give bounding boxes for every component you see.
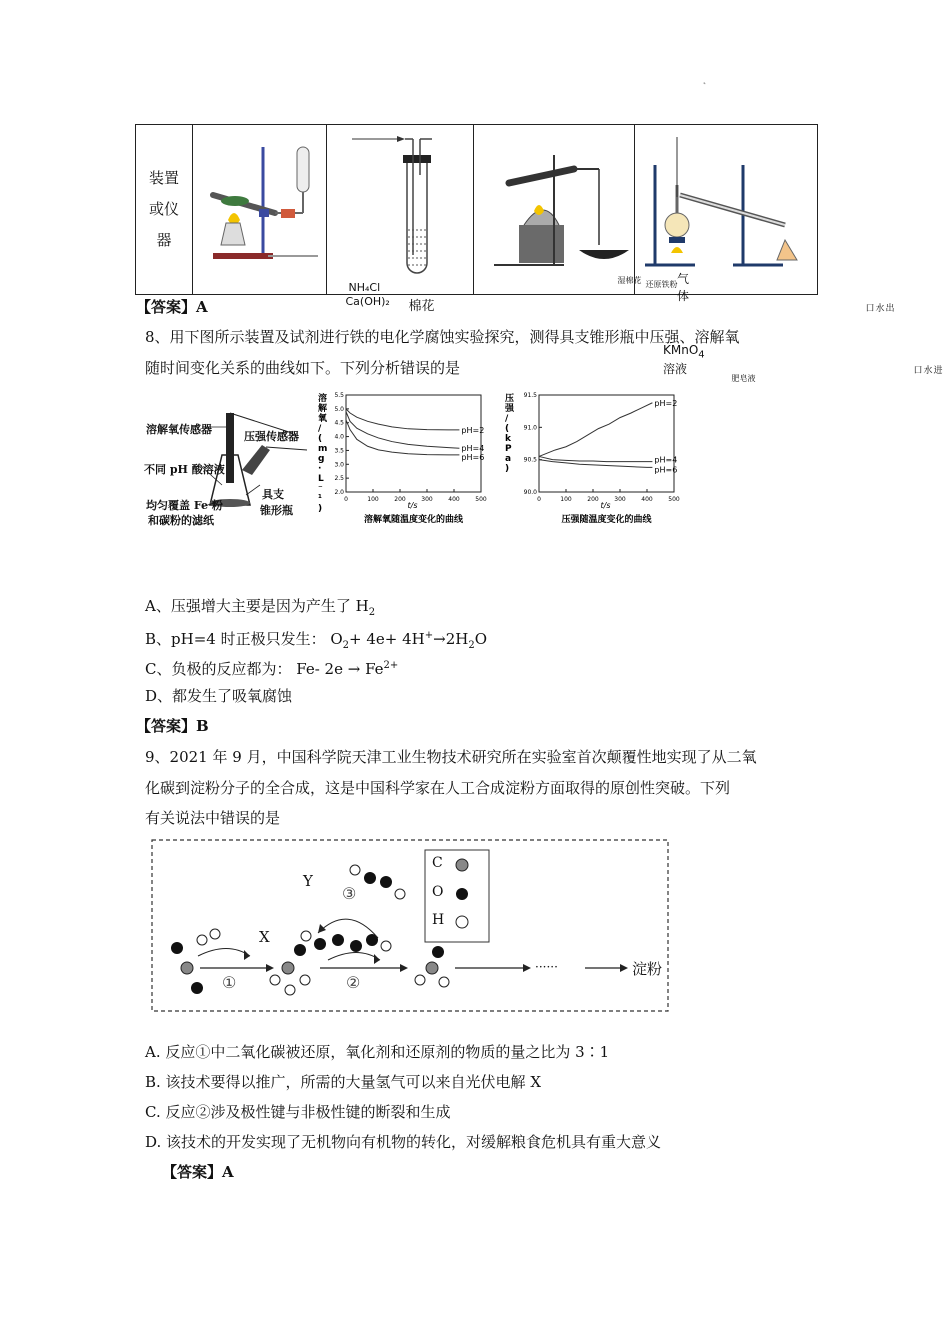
x-tick-label: 400 [448, 496, 460, 503]
answer-7: 【答案】A [136, 298, 208, 316]
x-tick-label: 300 [614, 496, 626, 503]
row-label: 装置 或仪 器 [136, 125, 193, 295]
label-water-out: 出水口 [863, 302, 894, 312]
x-tick-label: 300 [421, 496, 433, 503]
label-gas: 气体 [677, 272, 690, 303]
legend-o: O [432, 884, 444, 900]
chart-title: 溶解氧随温度变化的曲线 [363, 515, 464, 525]
series-label: pH=2 [654, 398, 678, 408]
series-line [539, 456, 652, 461]
legend-h: H [432, 912, 445, 928]
label-flask2: 锥形瓶 [260, 504, 293, 517]
label-iron-powder: 还原铁粉 [645, 279, 678, 289]
answer-8: 【答案】B [136, 717, 209, 735]
label-water-in: 进水口 [911, 364, 942, 374]
chart-dissolved-oxygen [312, 385, 497, 533]
y-tick-label: 2.0 [334, 489, 344, 496]
x-tick-label: 500 [668, 496, 680, 503]
label-paper1: 均匀覆盖 Fe 粉 [146, 499, 223, 512]
y-tick-label: 5.5 [334, 392, 344, 399]
x-tick-label: 200 [394, 496, 406, 503]
label-x: X [259, 928, 270, 946]
ammonia-setup-illustration [193, 125, 326, 290]
series-line [346, 420, 459, 455]
q8-option-c: C、负极的反应都为： Fe- $2e \to Fe^{2+}$ [145, 660, 399, 678]
y-tick-label: 4.5 [334, 419, 344, 427]
q9-line2: 化碳到淀粉分子的全合成，这是中国科学家在人工合成淀粉方面取得的原创性突破。下列 [145, 779, 731, 797]
y-tick-label: 5.0 [334, 405, 344, 413]
q9-option-d: D. 该技术的开发实现了无机物向有机物的转化，对缓解粮食危机具有重大意义 [145, 1133, 662, 1151]
x-tick-label: 100 [560, 496, 572, 503]
x-tick-label: 500 [475, 496, 487, 503]
label-paper2: 和碳粉的滤纸 [148, 514, 214, 527]
y-tick-label: 90.0 [523, 489, 537, 496]
step-3: ③ [342, 884, 357, 903]
series-line [346, 409, 459, 430]
label-wet-cotton: 湿棉花 [617, 275, 642, 285]
y-tick-label: 2.5 [334, 475, 344, 483]
label-nh4cl: NH₄Cl [348, 280, 381, 294]
q8-option-a: A、压强增大主要是因为产生了 $H_2$ [145, 597, 376, 618]
q8-line2: 随时间变化关系的曲线如下。下列分析错误的是 [145, 359, 461, 377]
distillation-illustration [635, 125, 817, 290]
y-axis-label: 溶解氧/ ( m g · L ⁻ ¹ ) [318, 394, 328, 514]
plot-frame [539, 395, 674, 492]
label-flask1: 具支 [262, 488, 284, 501]
label-caoh2: Ca(OH)₂ [345, 294, 390, 308]
x-tick-label: 0 [344, 496, 348, 503]
x-tick-label: 0 [537, 496, 541, 503]
x-axis-label: t/s [407, 501, 418, 510]
step-2: ② [346, 973, 361, 992]
label-p-sensor: 压强传感器 [244, 430, 299, 443]
label-kmno4: KMnO$_4$溶液 [663, 343, 705, 377]
label-do-sensor: 溶解氧传感器 [146, 423, 212, 436]
series-line [539, 403, 652, 457]
q8-option-b: B、pH=4 时正极只发生： $O_2+ 4e+ 4H^+\to 2H_2O$ [145, 630, 488, 651]
q9-line1: 9、2021 年 9 月，中国科学院天津工业生物技术研究所在实验室首次颠覆性地实现了从二氧 [145, 748, 757, 766]
step-1: ① [222, 973, 237, 992]
label-cotton: 棉花 [408, 298, 435, 314]
series-label: pH=2 [461, 425, 485, 435]
answer-9: 【答案】A [162, 1163, 234, 1181]
y-tick-label: 3.5 [334, 447, 344, 455]
x-tick-label: 100 [367, 496, 379, 503]
legend-c: C [432, 855, 443, 871]
y-tick-label: 91.5 [523, 392, 537, 399]
q8-line1: 8、用下图所示装置及试剂进行铁的电化学腐蚀实验探究，测得具支锥形瓶中压强、溶解氧 [145, 328, 740, 346]
series-label: pH=6 [654, 465, 678, 475]
chart-pressure [497, 385, 692, 533]
x-axis-label: t/s [600, 501, 611, 510]
label-acid: 不同 pH 酸溶液 [144, 463, 225, 476]
header-mark: ˛ [702, 74, 707, 85]
q8-option-d: D、都发生了吸氧腐蚀 [145, 687, 293, 705]
apparatus-ammonia [193, 125, 435, 314]
q9-option-c: C. 反应②涉及极性键与非极性键的断裂和生成 [145, 1103, 451, 1121]
series-label: pH=4 [654, 455, 678, 465]
gas-wash-illustration [327, 125, 473, 290]
y-tick-label: 4.0 [334, 433, 344, 441]
y-tick-label: 91.0 [523, 424, 537, 432]
label-soap: 肥皂液 [731, 373, 756, 383]
y-tick-label: 3.0 [334, 461, 344, 469]
x-tick-label: 400 [641, 496, 653, 503]
series-label: pH=6 [461, 452, 485, 462]
chart-title: 压强随温度变化的曲线 [561, 515, 652, 525]
series-label: pH=4 [461, 444, 485, 454]
label-starch: 淀粉 [632, 960, 663, 978]
y-axis-label: 压强/ ( k P a ) [505, 394, 515, 474]
q9-line3: 有关说法中错误的是 [145, 809, 281, 827]
q9-option-b: B. 该技术要得以推广，所需的大量氢气可以来自光伏电解 X [145, 1073, 542, 1091]
x-tick-label: 200 [587, 496, 599, 503]
dots: ······ [535, 960, 558, 974]
label-y: Y [303, 872, 313, 890]
y-tick-label: 90.5 [523, 456, 537, 464]
q9-option-a: A. 反应①中二氧化碳被还原，氧化剂和还原剂的物质的量之比为 3∶1 [145, 1043, 610, 1061]
iron-steam-illustration [474, 125, 634, 290]
